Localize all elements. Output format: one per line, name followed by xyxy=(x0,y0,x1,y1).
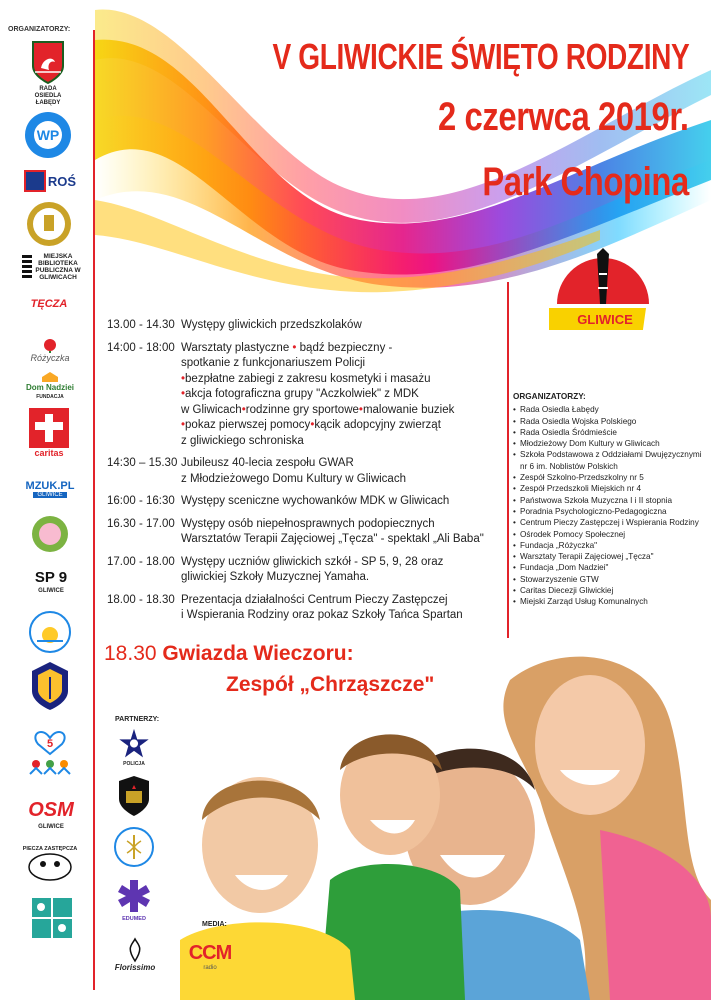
caritas-cross-icon xyxy=(29,408,69,448)
schedule-time: 18.00 - 18.30 xyxy=(107,593,175,606)
puzzle-people-icon xyxy=(31,897,73,939)
shield-logo xyxy=(30,660,70,712)
ccm-radio-logo xyxy=(178,936,242,976)
schedule-row xyxy=(107,456,507,487)
swan-crest-icon xyxy=(31,40,65,84)
caduceus-badge-icon xyxy=(114,827,154,867)
zsp5-number: 5 xyxy=(46,738,54,750)
event-schedule xyxy=(107,318,507,631)
organizers-title: ORGANIZATORZY: xyxy=(513,392,586,401)
schedule-desc: Warsztatów Terapii Zajęciowej „Tęcza" - spektakl „Ali Baba" xyxy=(181,533,484,545)
schedule-desc: Występy sceniczne wychowanków MDK w Gliwicach xyxy=(181,495,450,507)
bullet-icon: • xyxy=(181,388,186,400)
wp-badge-icon xyxy=(24,111,72,159)
schedule-time: 16:00 - 16:30 xyxy=(107,495,175,507)
organizer-item: • Rada Osiedla Wojska Polskiego xyxy=(513,416,708,427)
ros-logo xyxy=(20,166,80,196)
osm-text: OSM xyxy=(28,799,74,821)
sponsor-column xyxy=(0,0,92,1000)
organizer-item: • Warsztaty Terapii Zajęciowej „Tęcza" xyxy=(513,551,708,562)
bullet-icon: • xyxy=(181,419,186,431)
straz-miejska-logo xyxy=(117,774,151,818)
schedule-desc: Występy osób niepełnosprawnych podopiecznych xyxy=(181,517,435,530)
event-location: Park Chopina xyxy=(482,160,689,204)
organizer-item: • Centrum Pieczy Zastępczej i Wspierania Rodziny xyxy=(513,517,708,528)
schedule-time: 14:00 - 18:00 xyxy=(107,341,175,354)
heart-kids-icon xyxy=(28,720,72,776)
miejska-biblioteka-logo xyxy=(22,252,84,282)
medical-badge-logo xyxy=(113,826,155,868)
schedule-desc: pokaz pierwszej pomocy xyxy=(185,419,311,431)
sp9-logo xyxy=(26,562,76,602)
police-star-icon xyxy=(115,728,153,759)
flower-icon xyxy=(122,937,148,963)
caritas-text: caritas xyxy=(34,448,64,458)
city-guard-shield-icon xyxy=(118,775,150,817)
bullet-icon: • xyxy=(358,403,363,416)
schedule-desc: Występy uczniów gliwickich szkół - SP 5, 9, 28 oraz xyxy=(181,555,444,568)
family-circle-icon xyxy=(27,852,73,882)
piecza-text: PIECZA ZASTĘPCZA xyxy=(22,846,78,852)
left-divider-line xyxy=(93,30,95,990)
star-band: Zespół „Chrząszcze" xyxy=(226,673,435,696)
piecza-logo xyxy=(18,842,82,886)
event-title: V GLIWICKIE ŚWIĘTO RODZINY xyxy=(272,36,689,77)
osm-logo xyxy=(24,792,78,838)
bullet-icon: • xyxy=(241,403,246,416)
rozyczka-logo xyxy=(22,333,78,367)
organizer-item: • Caritas Diecezji Gliwickiej xyxy=(513,585,708,596)
organizer-item: • Rada Osiedla Łabędy xyxy=(513,404,708,415)
schedule-desc: i Wspierania Rodziny oraz pokaz Szkoły Tańca Spartan xyxy=(181,609,463,621)
ros-square-icon xyxy=(24,170,46,192)
sp9-caption: GLIWICE xyxy=(38,588,64,594)
organizer-item: • Zespół Przedszkoli Miejskich nr 4 xyxy=(513,483,708,494)
ros-text: ROŚ xyxy=(47,173,77,189)
dom-nadziei-caption: FUNDACJA xyxy=(36,394,64,400)
rada-srodmiescie-logo xyxy=(25,200,73,248)
tecza-text: TĘCZA xyxy=(30,298,68,310)
schedule-desc: rodzinne gry sportowe xyxy=(245,403,359,416)
star-time: 18.30 xyxy=(104,642,157,665)
organizers-divider-line xyxy=(507,282,509,638)
caritas-logo xyxy=(27,406,71,460)
rada-wojska-polskiego-logo xyxy=(23,110,73,160)
house-icon xyxy=(40,371,60,383)
organizer-item: • Państwowa Szkoła Muzyczna I i II stopnia xyxy=(513,495,708,506)
schedule-row xyxy=(107,318,507,334)
radio-text: radio xyxy=(203,964,217,971)
mzuk-caption: GLIWICE xyxy=(33,492,66,498)
rozyczka-text: Różyczka xyxy=(30,353,70,363)
partners-title: PARTNERZY: xyxy=(115,716,160,723)
schedule-desc: w Gliwicach xyxy=(181,403,242,416)
edumed-text: EDUMED xyxy=(122,915,146,922)
biblioteka-text: MIEJSKA BIBLIOTEKA PUBLICZNA W GLIWICACH xyxy=(35,253,81,281)
organizer-item: • Rada Osiedla Śródmieście xyxy=(513,427,708,438)
media-title: MEDIA: xyxy=(202,921,227,928)
schedule-row xyxy=(107,593,507,624)
schedule-desc: akcja fotograficzna grupy "Aczkolwiek" z MDK xyxy=(185,388,419,400)
organizer-item: • Młodzieżowy Dom Kultury w Gliwicach xyxy=(513,438,708,449)
schedule-desc: malowanie buziek xyxy=(362,403,455,416)
rada-labedy-logo xyxy=(28,40,68,107)
star-of-evening xyxy=(104,642,354,666)
puzzle-logo xyxy=(30,896,74,940)
gliwice-logo-text: GLIWICE xyxy=(577,312,633,327)
schedule-time: 13.00 - 14.30 xyxy=(107,319,175,331)
osm-caption: GLIWICE xyxy=(38,824,64,830)
schedule-desc: spotkanie z funkcjonariuszem Policji xyxy=(181,357,366,369)
srodmiescie-badge-icon xyxy=(26,201,72,247)
policja-logo xyxy=(114,728,154,768)
organizer-item: • Fundacja „Dom Nadziei" xyxy=(513,562,708,573)
bullet-icon: • xyxy=(292,341,297,354)
pig-badge-icon xyxy=(31,515,69,553)
mzuk-logo xyxy=(22,476,78,502)
schedule-desc: bezpłatne zabiegi z zakresu kosmetyki i masażu xyxy=(185,372,431,385)
schedule-desc: z gliwickiego schroniska xyxy=(181,434,304,447)
schedule-desc: Prezentacja działalności Centrum Pieczy Zastępczej xyxy=(181,593,448,606)
schedule-row xyxy=(107,494,507,510)
schedule-desc: bądź bezpieczny - xyxy=(299,341,393,354)
mzuk-text: MZUK.PL xyxy=(25,480,75,492)
schedule-desc: kącik adopcyjny zwierząt xyxy=(314,419,441,431)
schedule-row xyxy=(107,555,507,586)
star-label: Gwiazda Wieczoru: xyxy=(162,642,354,665)
schedule-desc: gliwickiej Szkoły Muzycznej Yamaha. xyxy=(181,571,370,583)
wp-text: WP xyxy=(36,127,60,143)
organizer-item: • Stowarzyszenie GTW xyxy=(513,574,708,585)
organizer-item: • Ośrodek Pomocy Społecznej xyxy=(513,529,708,540)
bullet-icon: • xyxy=(310,419,315,431)
pig-club-logo xyxy=(30,514,70,554)
organizer-item: • Zespół Szkolno-Przedszkolny nr 5 xyxy=(513,472,708,483)
star-of-life-icon xyxy=(114,878,154,914)
left-organizers-title: ORGANIZATORZY: xyxy=(8,26,71,33)
organizer-item: • Szkoła Podstawowa z Oddziałami Dwujęzycznymi nr 6 im. Noblistów Polskich xyxy=(513,449,708,472)
florissimo-text: Florissimo xyxy=(114,962,156,972)
florissimo-logo xyxy=(110,932,160,976)
organizer-item: • Miejski Zarząd Usług Komunalnych xyxy=(513,596,708,607)
organizer-item: • Poradnia Psychologiczno-Pedagogiczna xyxy=(513,506,708,517)
shield-tree-icon xyxy=(31,661,69,711)
policja-text: POLICJA xyxy=(123,761,145,767)
dom-nadziei-logo xyxy=(22,368,78,404)
book-stack-icon xyxy=(22,255,32,279)
sun-badge-icon xyxy=(29,611,71,653)
organizer-item: • Fundacja „Różyczka" xyxy=(513,540,708,551)
schedule-desc: Jubileusz 40-lecia zespołu GWAR xyxy=(181,457,354,469)
sp9-text: SP 9 xyxy=(34,569,68,586)
dom-nadziei-text: Dom Nadziei xyxy=(25,383,74,392)
organizers-list xyxy=(513,391,708,608)
bullet-icon: • xyxy=(181,372,186,385)
gliwice-city-logo xyxy=(549,244,659,344)
event-date: 2 czerwca 2019r. xyxy=(438,95,689,139)
schedule-time: 17.00 - 18.00 xyxy=(107,555,175,568)
rada-labedy-caption: RADA OSIEDLA ŁABĘDY xyxy=(34,86,62,106)
schedule-time: 14:30 – 15.30 xyxy=(107,457,178,469)
schedule-desc: Występy gliwickich przedszkolaków xyxy=(181,319,362,331)
schedule-time: 16.30 - 17.00 xyxy=(107,517,175,530)
schedule-desc: Warsztaty plastyczne xyxy=(181,341,290,354)
schedule-desc: z Młodzieżowego Domu Kultury w Gliwicach xyxy=(181,472,406,485)
tecza-logo xyxy=(24,290,74,318)
schedule-row xyxy=(107,341,507,450)
edumed-logo xyxy=(108,876,160,924)
zsp5-logo xyxy=(26,718,74,778)
sun-badge-logo xyxy=(28,610,72,654)
ccm-text: CCM xyxy=(188,941,232,964)
rose-icon xyxy=(40,337,60,353)
schedule-row xyxy=(107,517,507,548)
